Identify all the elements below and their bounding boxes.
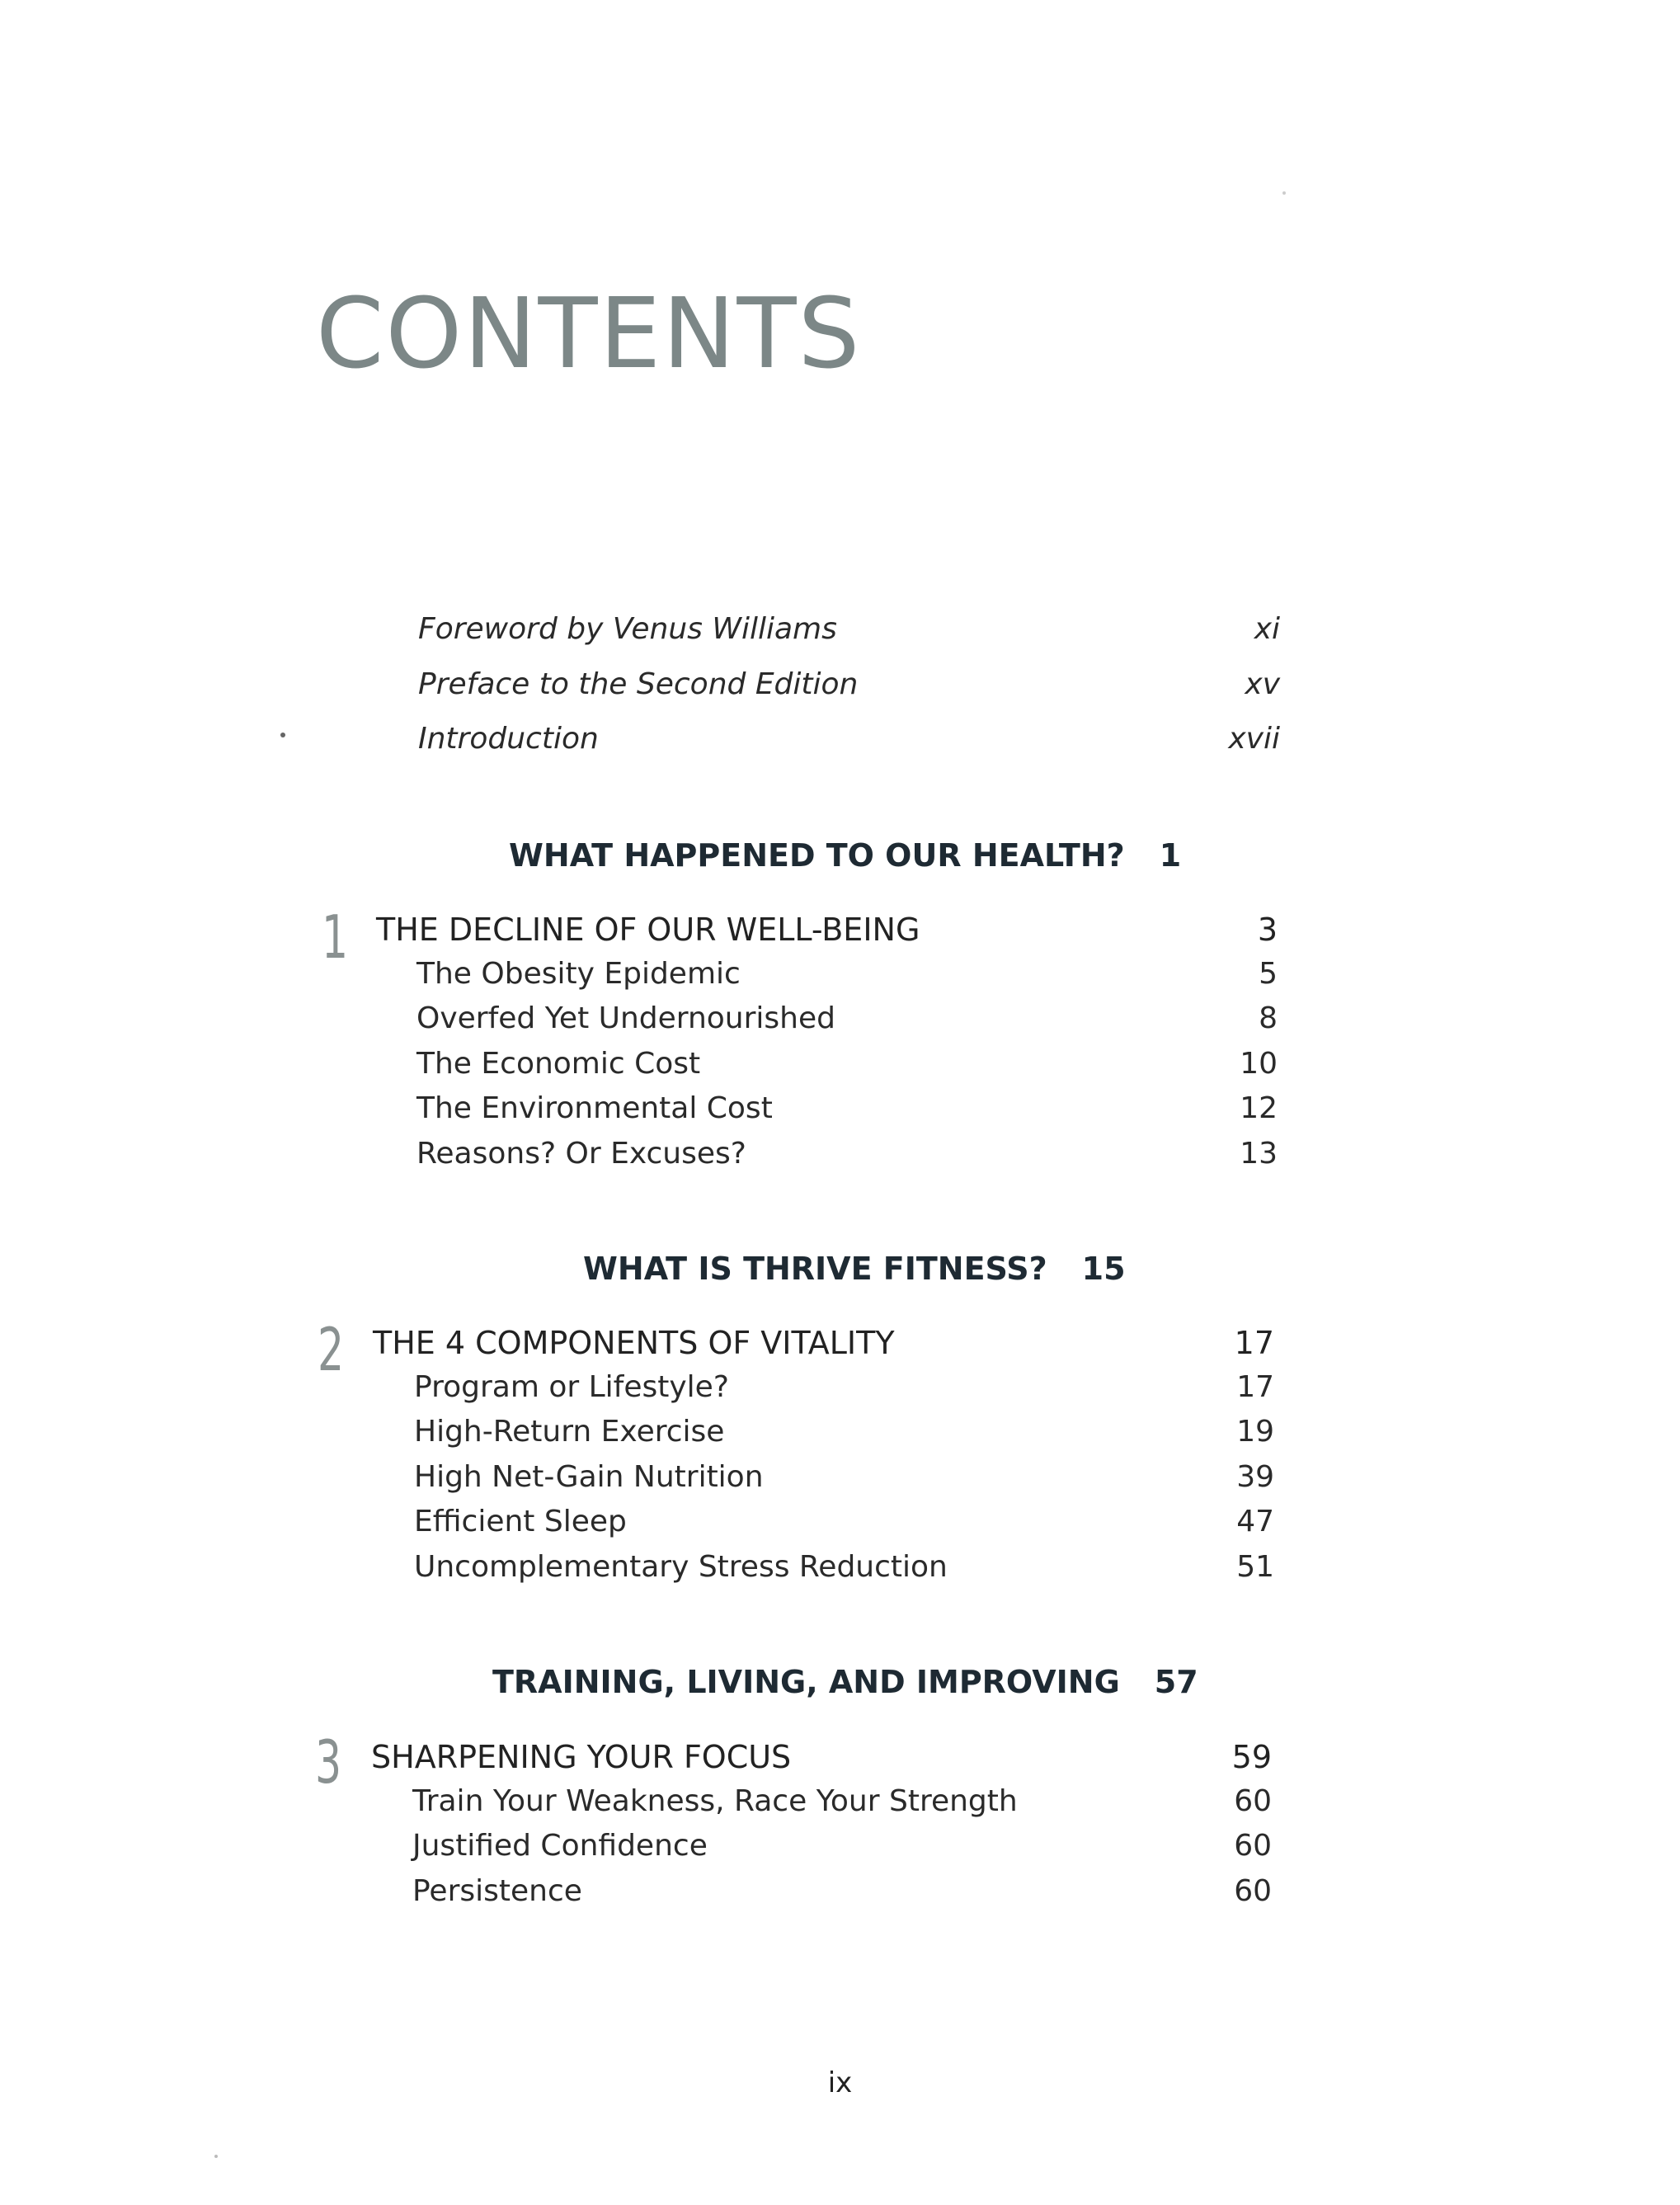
- section-page: 19: [1236, 1415, 1274, 1449]
- section-page: 5: [1259, 957, 1278, 991]
- front-matter-page: xv: [1245, 667, 1280, 701]
- part-heading-page: 57: [1154, 1664, 1198, 1700]
- scan-speck: [280, 733, 285, 737]
- section-page: 8: [1259, 1001, 1278, 1035]
- front-matter-item: [418, 724, 1280, 759]
- section-page: 13: [1240, 1137, 1278, 1171]
- section-label: Persistence: [412, 1874, 582, 1908]
- part-heading-title: WHAT IS THRIVE FITNESS?: [583, 1251, 1047, 1287]
- section-label: Uncomplementary Stress Reduction: [414, 1550, 948, 1584]
- section-label: Overfed Yet Undernourished: [416, 1001, 835, 1035]
- chapter-number: 3: [315, 1727, 342, 1797]
- section-label: The Economic Cost: [416, 1047, 701, 1081]
- chapter-number: 2: [318, 1315, 345, 1384]
- section-page: 60: [1234, 1784, 1272, 1818]
- section-label: Reasons? Or Excuses?: [416, 1137, 746, 1171]
- chapter-entry: [371, 1741, 1272, 1778]
- chapter-title: SHARPENING YOUR FOCUS: [371, 1739, 792, 1775]
- front-matter-label: Foreword by Venus Williams: [418, 612, 837, 646]
- section-page: 10: [1240, 1047, 1278, 1081]
- front-matter-label: Introduction: [418, 722, 599, 756]
- section-page: 51: [1236, 1550, 1274, 1584]
- section-label: Justified Confidence: [412, 1829, 708, 1863]
- chapter-page: 3: [1257, 912, 1278, 948]
- front-matter-label: Preface to the Second Edition: [418, 667, 859, 701]
- section-entry: [416, 1001, 1278, 1039]
- chapter-entry: [373, 1327, 1274, 1364]
- chapter-title: THE 4 COMPONENTS OF VITALITY: [373, 1325, 895, 1361]
- chapter-number: 1: [322, 902, 349, 972]
- section-entry: [412, 1784, 1272, 1821]
- page-title: CONTENTS: [316, 276, 862, 390]
- scan-speck: [1282, 191, 1286, 195]
- section-entry: [416, 1139, 1278, 1174]
- section-page: 17: [1236, 1370, 1274, 1404]
- section-label: The Environmental Cost: [416, 1091, 773, 1125]
- chapter-page: 59: [1231, 1739, 1272, 1775]
- part-heading-title: WHAT HAPPENED TO OUR HEALTH?: [509, 837, 1125, 874]
- section-page: 47: [1236, 1505, 1274, 1538]
- part-heading-title: TRAINING, LIVING, AND IMPROVING: [492, 1664, 1120, 1700]
- section-page: 60: [1234, 1874, 1272, 1908]
- chapter-page: 17: [1234, 1325, 1274, 1361]
- section-entry: [414, 1460, 1274, 1497]
- section-label: High-Return Exercise: [414, 1415, 725, 1449]
- section-entry: [416, 959, 1278, 994]
- section-entry: [412, 1874, 1272, 1911]
- front-matter-page: xvii: [1228, 722, 1280, 756]
- section-page: 12: [1240, 1091, 1278, 1125]
- section-page: 39: [1236, 1460, 1274, 1494]
- part-heading: [492, 1666, 1198, 1698]
- page-number: ix: [827, 2066, 853, 2099]
- section-entry: [414, 1417, 1274, 1452]
- section-label: High Net-Gain Nutrition: [414, 1460, 764, 1494]
- front-matter-page: xi: [1254, 612, 1280, 646]
- section-label: Efficient Sleep: [414, 1505, 627, 1538]
- section-entry: [414, 1507, 1274, 1542]
- front-matter-item: [418, 612, 1280, 649]
- front-matter-item: [418, 667, 1280, 704]
- section-entry: [416, 1049, 1278, 1084]
- section-label: The Obesity Epidemic: [416, 957, 741, 991]
- chapter-entry: [376, 914, 1278, 950]
- section-page: 60: [1234, 1829, 1272, 1863]
- scan-speck: [214, 2155, 218, 2158]
- part-heading-page: 15: [1081, 1251, 1126, 1287]
- section-entry: [412, 1831, 1272, 1866]
- section-label: Train Your Weakness, Race Your Strength: [412, 1784, 1018, 1818]
- section-entry: [414, 1370, 1274, 1407]
- chapter-title: THE DECLINE OF OUR WELL-BEING: [376, 912, 920, 948]
- part-heading: [583, 1251, 1126, 1287]
- part-heading: [509, 837, 1182, 874]
- section-entry: [416, 1091, 1278, 1128]
- section-label: Program or Lifestyle?: [414, 1370, 729, 1404]
- section-entry: [414, 1552, 1274, 1587]
- part-heading-page: 1: [1159, 837, 1182, 874]
